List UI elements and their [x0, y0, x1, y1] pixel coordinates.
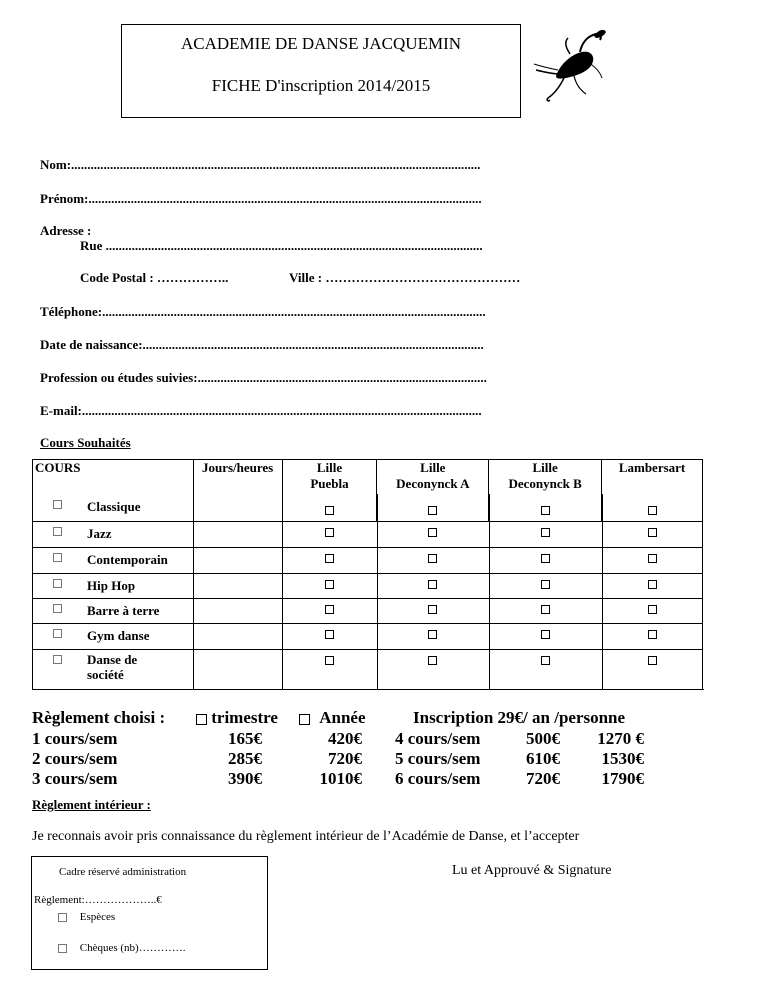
location-checkbox[interactable]	[428, 528, 437, 537]
annee-option[interactable]	[299, 707, 366, 728]
annee-checkbox[interactable]	[299, 714, 310, 725]
location-checkbox[interactable]	[648, 656, 657, 665]
course-checkbox[interactable]	[53, 553, 62, 562]
course-cell	[32, 547, 193, 573]
course-label: Barre à terre	[87, 603, 160, 618]
location-checkbox[interactable]	[648, 605, 657, 614]
location-checkbox[interactable]	[325, 554, 334, 563]
location-checkbox[interactable]	[648, 630, 657, 639]
course-checkbox[interactable]	[53, 579, 62, 588]
course-label: Danse de société	[87, 652, 138, 682]
date-naissance-field[interactable]: Date de naissance:.........................................................................................................	[40, 337, 484, 352]
header-lille-puebla: Lille Puebla	[282, 460, 377, 522]
location-checkbox[interactable]	[325, 630, 334, 639]
tarif-cours-2: 4 cours/sem	[395, 729, 481, 748]
cours-souhaites-heading: Cours Souhaités	[40, 435, 131, 450]
trimestre-option[interactable]	[196, 707, 278, 728]
tarif-cours-2: 5 cours/sem	[395, 749, 481, 768]
prenom-field[interactable]: Prénom:.........................................................................................................................	[40, 191, 482, 206]
tarif-cours: 2 cours/sem	[32, 749, 118, 768]
course-cell	[32, 494, 193, 521]
location-checkbox[interactable]	[648, 580, 657, 589]
location-checkbox[interactable]	[648, 528, 657, 537]
location-checkbox[interactable]	[541, 506, 550, 515]
profession-field[interactable]: Profession ou études suivies:.........................................................................................	[40, 370, 487, 385]
course-cell	[32, 598, 193, 623]
location-checkbox[interactable]	[428, 554, 437, 563]
tarif-annee: 1010€	[319, 769, 362, 788]
location-checkbox[interactable]	[428, 605, 437, 614]
location-checkbox[interactable]	[325, 605, 334, 614]
column-divider	[602, 494, 603, 689]
header-lambersart: Lambersart	[602, 460, 703, 522]
tarif-cours-2: 6 cours/sem	[395, 769, 481, 788]
academy-title: ACADEMIE DE DANSE JACQUEMIN	[180, 34, 462, 53]
course-label: Hip Hop	[87, 578, 136, 593]
inscription-fee: Inscription 29€/ an /personne	[413, 708, 626, 727]
course-cell	[32, 573, 193, 598]
tarif-valeur-1: 610€	[526, 749, 560, 768]
adresse-label: Adresse :	[40, 223, 92, 238]
column-divider	[193, 494, 194, 689]
column-divider	[702, 494, 703, 689]
form-title: FICHE D'inscription 2014/2015	[211, 76, 431, 95]
tarif-trimestre: 165€	[228, 729, 262, 748]
trimestre-checkbox[interactable]	[196, 714, 207, 725]
trimestre-label: trimestre	[211, 708, 278, 727]
especes-checkbox[interactable]	[58, 913, 67, 922]
course-checkbox[interactable]	[53, 629, 62, 638]
course-checkbox[interactable]	[53, 655, 62, 664]
admin-cheques-option[interactable]	[58, 942, 185, 954]
column-divider	[377, 494, 378, 689]
code-postal-field[interactable]: Code Postal : ……………..	[80, 270, 229, 285]
location-checkbox[interactable]	[428, 580, 437, 589]
course-cell	[32, 521, 193, 547]
tarif-valeur-1: 720€	[526, 769, 560, 788]
ville-field[interactable]: Ville : ………………………………………	[289, 270, 521, 285]
header-jours-heures: Jours/heures	[193, 460, 282, 522]
course-label: Gym danse	[87, 628, 150, 643]
admin-reglement-field[interactable]: Règlement:………………..€	[34, 894, 162, 906]
cheques-label: Chèques (nb)………….	[79, 942, 186, 954]
tarif-trimestre: 390€	[228, 769, 262, 788]
dancer-logo	[530, 24, 610, 108]
location-checkbox[interactable]	[541, 656, 550, 665]
especes-label: Espèces	[79, 911, 116, 923]
header-box	[121, 24, 521, 118]
location-checkbox[interactable]	[648, 554, 657, 563]
header-cours: COURS	[33, 460, 194, 522]
course-cell	[32, 623, 193, 649]
location-checkbox[interactable]	[541, 605, 550, 614]
location-checkbox[interactable]	[325, 506, 334, 515]
course-label: Contemporain	[87, 552, 168, 567]
table-bottom-line	[32, 689, 704, 690]
tarif-annee: 420€	[328, 729, 362, 748]
course-label: Jazz	[87, 526, 112, 541]
tarif-cours: 3 cours/sem	[32, 769, 118, 788]
location-checkbox[interactable]	[325, 528, 334, 537]
course-checkbox[interactable]	[53, 604, 62, 613]
column-divider	[282, 494, 283, 689]
location-checkbox[interactable]	[325, 580, 334, 589]
tarif-valeur-2: 1790€	[601, 769, 644, 788]
location-checkbox[interactable]	[541, 630, 550, 639]
tarif-valeur-2: 1530€	[601, 749, 644, 768]
location-checkbox[interactable]	[428, 506, 437, 515]
column-divider	[32, 494, 33, 689]
location-checkbox[interactable]	[648, 506, 657, 515]
tarif-annee: 720€	[328, 749, 362, 768]
email-field[interactable]: E-mail:...........................................................................................................................	[40, 403, 482, 418]
reglement-label: Règlement choisi :	[32, 708, 166, 727]
signature-label: Lu et Approuvé & Signature	[452, 863, 612, 878]
admin-title: Cadre réservé administration	[59, 866, 187, 878]
tarif-cours: 1 cours/sem	[32, 729, 118, 748]
reglement-interieur-text: Je reconnais avoir pris connaissance du règlement intérieur de l’Académie de Danse, et l’accepter	[32, 829, 580, 844]
annee-label: Année	[319, 708, 366, 727]
location-checkbox[interactable]	[541, 554, 550, 563]
cheques-checkbox[interactable]	[58, 944, 67, 953]
nom-field[interactable]: Nom:..............................................................................................................................	[40, 157, 481, 172]
cours-rows	[32, 459, 703, 689]
location-checkbox[interactable]	[325, 656, 334, 665]
reglement-interieur-heading: Règlement intérieur :	[32, 797, 151, 812]
location-checkbox[interactable]	[541, 528, 550, 537]
telephone-field[interactable]: Téléphone:......................................................................................................................	[40, 304, 486, 319]
course-checkbox[interactable]	[53, 500, 62, 509]
admin-especes-option[interactable]	[58, 911, 115, 923]
location-checkbox[interactable]	[428, 630, 437, 639]
course-label: Classique	[87, 499, 141, 514]
course-cell	[32, 649, 193, 689]
tarif-valeur-2: 1270 €	[597, 729, 644, 748]
admin-box	[31, 856, 268, 970]
column-divider	[489, 494, 490, 689]
location-checkbox[interactable]	[428, 656, 437, 665]
tarif-trimestre: 285€	[228, 749, 262, 768]
header-lille-deconynck-a: Lille Deconynck A	[377, 460, 489, 522]
tarif-valeur-1: 500€	[526, 729, 560, 748]
rue-field[interactable]: Rue ....................................................................................................................	[80, 238, 483, 253]
location-checkbox[interactable]	[541, 580, 550, 589]
course-checkbox[interactable]	[53, 527, 62, 536]
header-lille-deconynck-b: Lille Deconynck B	[489, 460, 602, 522]
